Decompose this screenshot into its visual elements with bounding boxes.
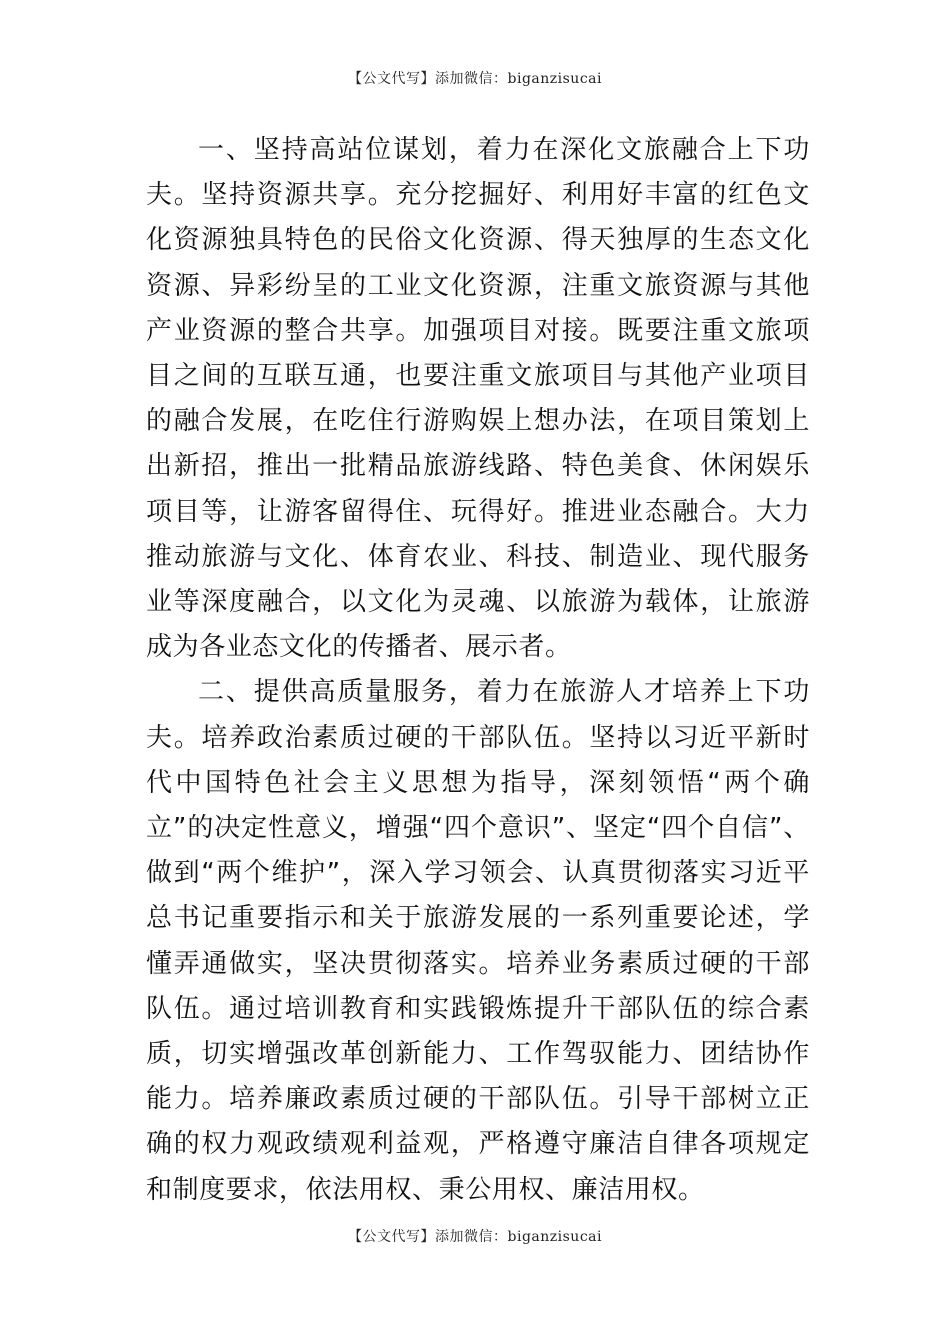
header-watermark-note: 【公文代写】添加微信：biganzisucai — [348, 71, 602, 87]
document-body — [146, 128, 810, 1213]
paragraph-section-two: 二、提供高质量服务，着力在旅游人才培养上下功夫。培养政治素质过硬的干部队伍。坚持以习近平新时代中国特色社会主义思想为指导，深刻领悟“两个确立”的决定性意义，增强“四个意识”、坚定“四个自信”、做到“两个维护”，深入学习领会、认真贯彻落实习近平总书记重要指示和关于旅游发展的一系列重要论述，学懂弄通做实，坚决贯彻落实。培养业务素质过硬的干部队伍。通过培训教育和实践锻炼提升干部队伍的综合素质，切实增强改革创新能力、工作驾驭能力、团结协作能力。培养廉政素质过硬的干部队伍。引导干部树立正确的权力观政绩观利益观，严格遵守廉洁自律各项规定和制度要求，依法用权、秉公用权、廉洁用权。 — [146, 677, 810, 1205]
footer-watermark-note: 【公文代写】添加微信：biganzisucai — [348, 1229, 602, 1245]
paragraph-section-one: 一、坚持高站位谋划，着力在深化文旅融合上下功夫。坚持资源共享。充分挖掘好、利用好丰富的红色文化资源独具特色的民俗文化资源、得天独厚的生态文化资源、异彩纷呈的工业文化资源，注重文旅资源与其他产业资源的整合共享。加强项目对接。既要注重文旅项目之间的互联互通，也要注重文旅项目与其他产业项目的融合发展，在吃住行游购娱上想办法，在项目策划上出新招，推出一批精品旅游线路、特色美食、休闲娱乐项目等，让游客留得住、玩得好。推进业态融合。大力推动旅游与文化、体育农业、科技、制造业、现代服务业等深度融合，以文化为灵魂、以旅游为载体，让旅游成为各业态文化的传播者、展示者。 — [146, 135, 810, 663]
